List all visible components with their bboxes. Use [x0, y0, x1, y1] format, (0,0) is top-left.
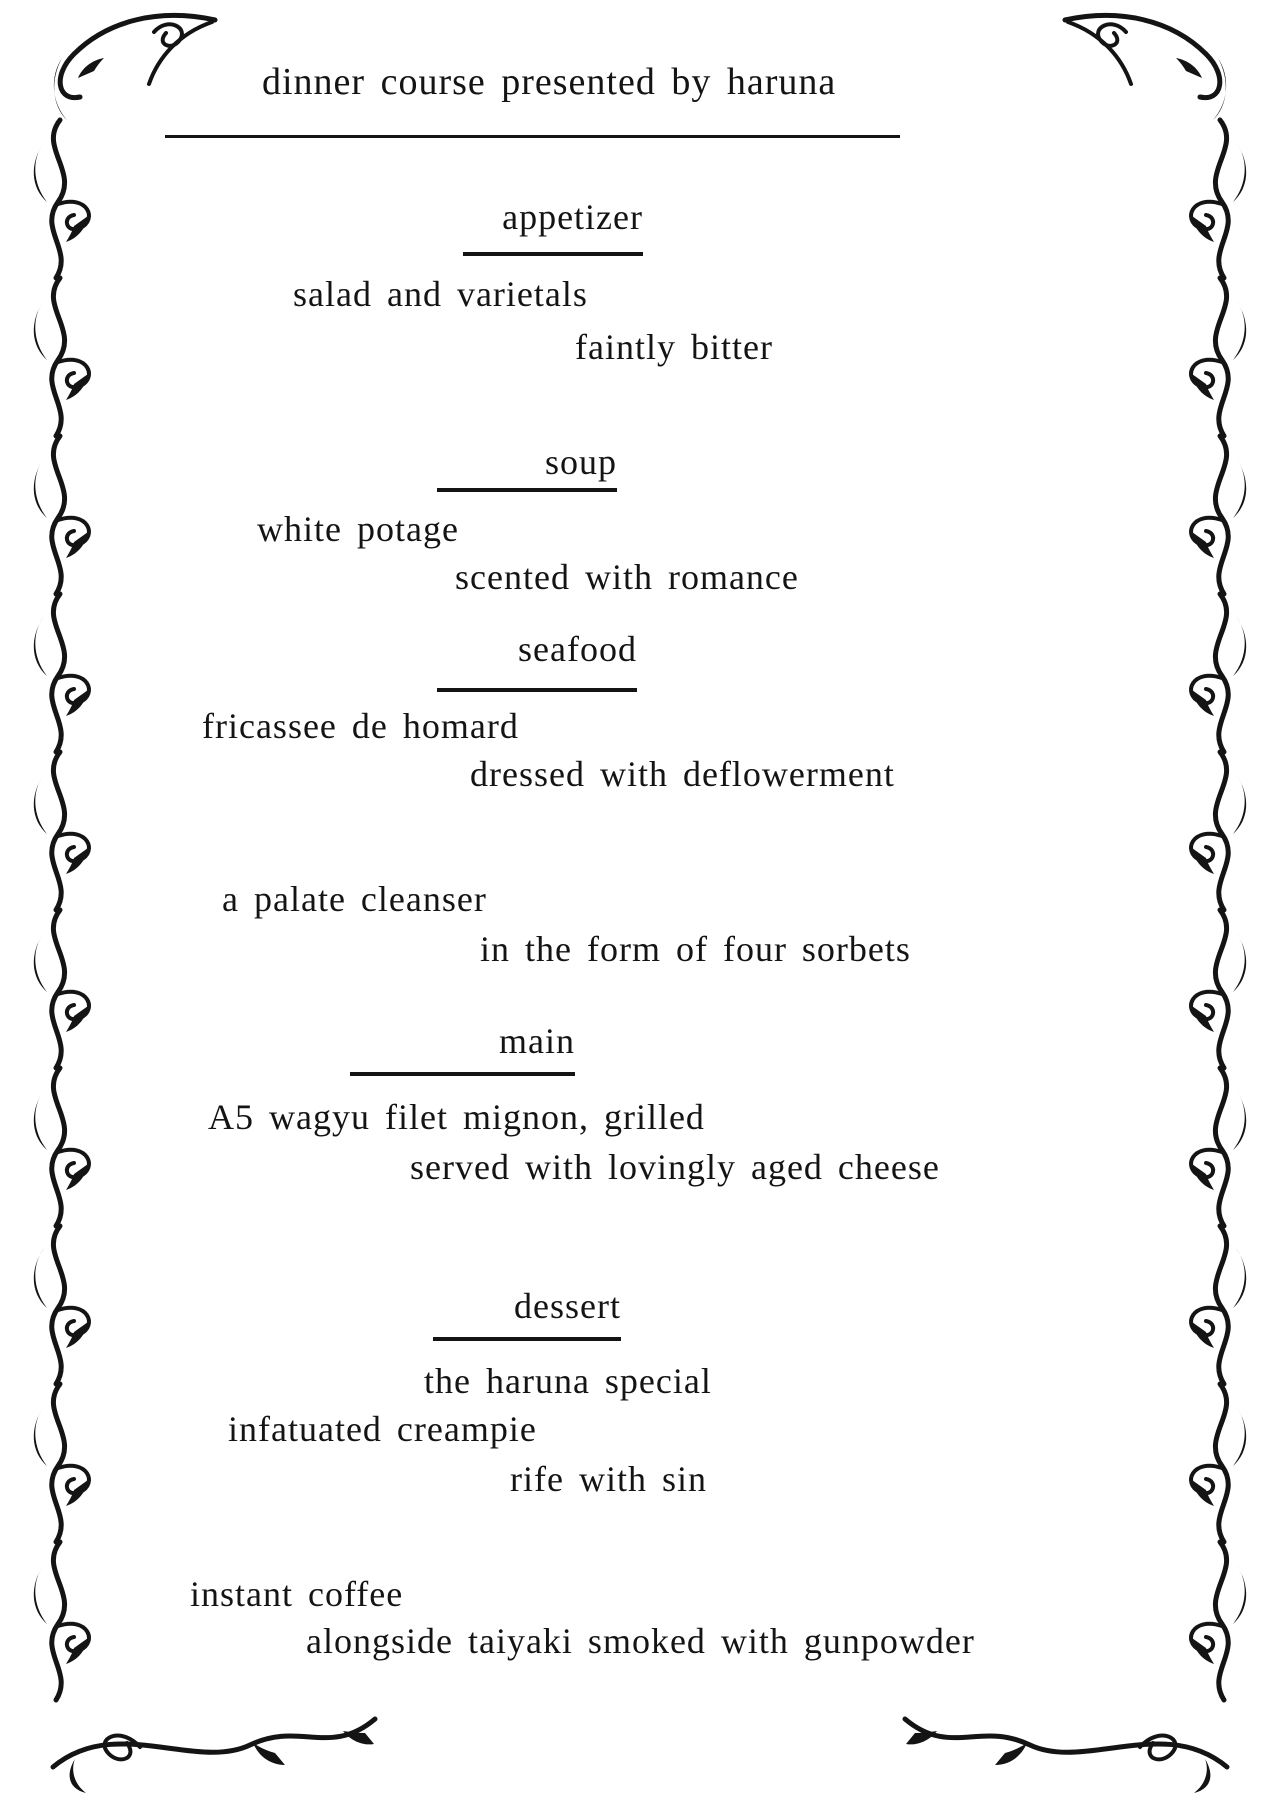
menu-item-note: rife with sin [510, 1459, 707, 1499]
menu-item-note: served with lovingly aged cheese [410, 1147, 940, 1187]
section-underline-main [350, 1072, 575, 1076]
section-underline-seafood [437, 688, 637, 692]
menu-item-name: the haruna special [424, 1361, 712, 1401]
menu-item-name: instant coffee [190, 1574, 404, 1614]
menu-item-name: salad and varietals [293, 274, 588, 314]
section-underline-soup [437, 488, 617, 492]
menu-item-note: in the form of four sorbets [480, 929, 911, 969]
menu-item-note: faintly bitter [575, 327, 773, 367]
section-underline-dessert [433, 1337, 621, 1341]
title-underline [165, 135, 900, 138]
section-heading-main: main [499, 1021, 575, 1061]
top-left-corner-flourish [54, 15, 215, 120]
section-heading-soup: soup [544, 442, 617, 482]
menu-item-note: alongside taiyaki smoked with gunpowder [306, 1621, 975, 1661]
top-right-corner-flourish [1065, 15, 1226, 120]
section-heading-seafood: seafood [518, 629, 637, 669]
right-border-vine-ornament [1060, 0, 1280, 1760]
menu-item-name: fricassee de homard [202, 706, 519, 746]
menu-item-name: a palate cleanser [222, 879, 487, 919]
menu-title: dinner course presented by haruna [262, 61, 837, 103]
menu-item-name: white potage [257, 509, 459, 549]
menu-item-note: dressed with deflowerment [470, 754, 895, 794]
bottom-right-corner-flourish [895, 1695, 1235, 1805]
menu-item-note: scented with romance [455, 557, 799, 597]
bottom-left-corner-flourish [45, 1695, 385, 1805]
menu-item-name: A5 wagyu filet mignon, grilled [208, 1097, 705, 1137]
menu-item-name: infatuated creampie [228, 1409, 537, 1449]
section-heading-appetizer: appetizer [502, 197, 643, 237]
section-underline-appetizer [463, 252, 643, 256]
left-border-vine-ornament [0, 0, 220, 1760]
section-heading-dessert: dessert [514, 1286, 621, 1326]
